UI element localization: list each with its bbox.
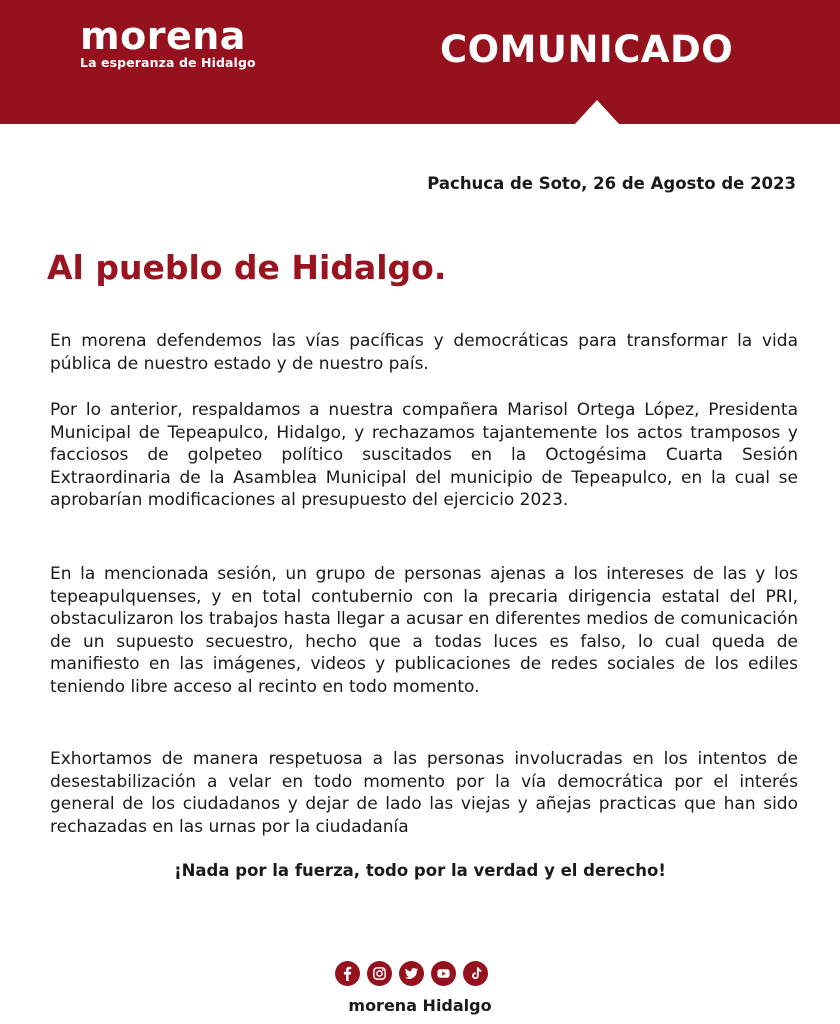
tiktok-icon[interactable]	[463, 961, 488, 986]
facebook-icon[interactable]	[335, 961, 360, 986]
morena-logo	[80, 16, 256, 70]
header-banner	[0, 0, 840, 124]
paragraph-1: En morena defendemos las vías pacíficas y democráticas para transformar la vida pública de nuestro estado y de nuestro país.	[50, 331, 798, 374]
closing-slogan: ¡Nada por la fuerza, todo por la verdad y el derecho!	[174, 861, 666, 880]
paragraph-2: Por lo anterior, respaldamos a nuestra compañera Marisol Ortega López, Presidenta Municipal de Tepeapulco, Hidalgo, y rechazamos tajantemente los actos tramposos y facciosos de golpeteo político suscitados en la Octogésima Cuarta Sesión Extraordinaria de la Asamblea Municipal del municipio de Tepeapulco, en la cual se aprobarían modificaciones al presupuesto del ejercicio 2023.	[50, 400, 798, 510]
instagram-icon[interactable]	[367, 961, 392, 986]
banner-notch	[575, 100, 619, 124]
logo-tagline: La esperanza de Hidalgo	[80, 55, 256, 70]
logo-wordmark: morena	[80, 14, 246, 58]
footer-handle: morena Hidalgo	[348, 996, 492, 1015]
dateline: Pachuca de Soto, 26 de Agosto de 2023	[427, 174, 796, 193]
greeting-heading: Al pueblo de Hidalgo.	[47, 248, 447, 287]
banner-title: COMUNICADO	[440, 28, 734, 71]
paragraph-4: Exhortamos de manera respetuosa a las personas involucradas en los intentos de desestabilización a velar en todo momento por la vía democrática por el interés general de los ciudadanos y dejar de lado las viejas y añejas practicas que han sido rechazadas en las urnas por la ciudadanía	[50, 749, 798, 837]
youtube-icon[interactable]	[431, 961, 456, 986]
paragraph-3: En la mencionada sesión, un grupo de personas ajenas a los intereses de las y los tepeapulquenses, y en total contubernio con la precaria dirigencia estatal del PRI, obstaculizaron los trabajos hasta llegar a acusar en diferentes medios de comunicación de un supuesto secuestro, hecho que a todas luces es falso, lo cual queda de manifiesto en las imágenes, videos y publicaciones de redes sociales de los ediles teniendo libre acceso al recinto en todo momento.	[50, 564, 798, 697]
social-icons	[335, 961, 488, 986]
twitter-icon[interactable]	[399, 961, 424, 986]
